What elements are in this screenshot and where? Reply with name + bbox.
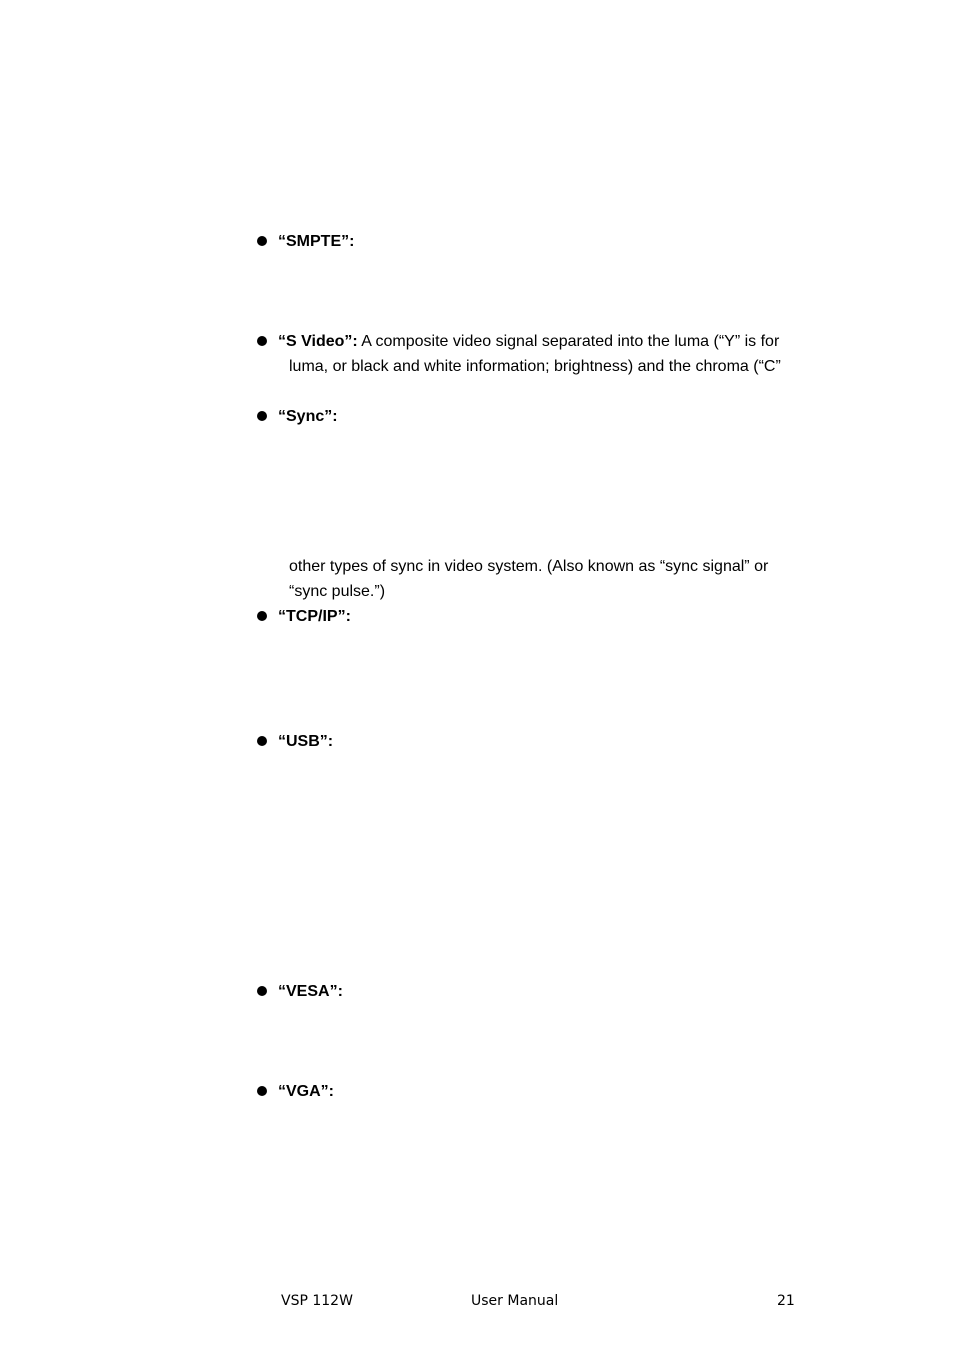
- bullet-icon: [257, 336, 267, 346]
- glossary-definition: A composite video signal separated into the luma (“Y” is for: [357, 333, 780, 350]
- glossary-term: “USB”:: [278, 733, 334, 750]
- bullet-icon: [257, 411, 267, 421]
- glossary-definition-continued: “sync pulse.”): [289, 583, 386, 600]
- glossary-entry-sync: [278, 407, 338, 427]
- glossary-term: “VESA”:: [278, 983, 343, 1000]
- footer-title: User Manual: [471, 1293, 559, 1309]
- glossary-term: “S Video”:: [278, 333, 358, 350]
- glossary-definition-continued: other types of sync in video system. (Also known as “sync signal” or: [289, 558, 769, 575]
- glossary-term: “TCP/IP”:: [278, 608, 351, 625]
- glossary-term: “Sync”:: [278, 408, 338, 425]
- glossary-entry-s-video: [278, 332, 779, 352]
- footer-model: VSP 112W: [281, 1293, 353, 1309]
- page-number: 21: [777, 1293, 795, 1309]
- glossary-entry-vesa: [278, 982, 343, 1002]
- bullet-icon: [257, 736, 267, 746]
- glossary-entry-usb: [278, 732, 333, 752]
- bullet-icon: [257, 611, 267, 621]
- bullet-icon: [257, 236, 267, 246]
- glossary-term: “SMPTE”:: [278, 233, 355, 250]
- glossary-term: “VGA”:: [278, 1083, 334, 1100]
- bullet-icon: [257, 1086, 267, 1096]
- glossary-entry-smpte: [278, 232, 354, 252]
- glossary-entry-tcp-ip: [278, 607, 351, 627]
- glossary-entry-vga: [278, 1082, 334, 1102]
- bullet-icon: [257, 986, 267, 996]
- glossary-definition-continued: luma, or black and white information; brightness) and the chroma (“C”: [289, 358, 781, 375]
